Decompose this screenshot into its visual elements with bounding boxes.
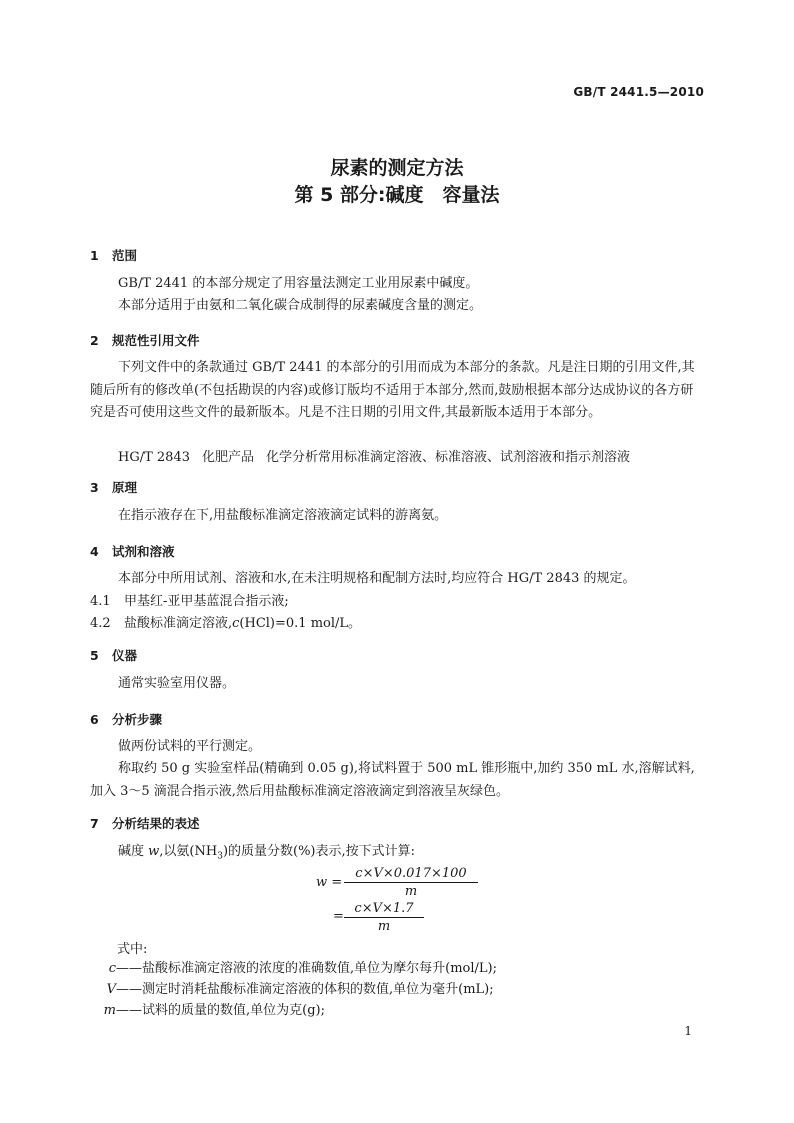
section-6-para-2: 称取约 50 g 实验室样品(精确到 0.05 g),将试料置于 500 mL 锥形瓶中,加约 350 mL 水,溶解试料,加入 3～5 滴混合指示液,然后用盐酸标准滴定溶液滴定到溶液呈灰绿色。	[90, 761, 695, 799]
section-number: 1	[90, 248, 99, 263]
clause-text: 盐酸标准滴定溶液,	[124, 616, 233, 631]
text: 碱度	[118, 844, 149, 859]
clause-number: 4.1	[90, 594, 111, 609]
formula	[0, 866, 794, 936]
symbol-definitions	[82, 958, 497, 1021]
fraction-denominator: m	[377, 919, 391, 934]
formula-fraction-2	[344, 901, 424, 934]
text: ,以氨(NH	[159, 844, 218, 859]
section-number: 7	[90, 816, 99, 831]
section-title: 范围	[112, 248, 138, 263]
text: )的质量分数(%)表示,按下式计算:	[222, 844, 416, 859]
reference-title: 化学分析常用标准滴定溶液、标准溶液、试剂溶液和指示剂溶液	[266, 450, 631, 465]
fraction-bar	[344, 917, 424, 918]
section-4-para-1: 本部分中所用试剂、溶液和水,在未注明规格和配制方法时,均应符合 HG/T 2843 的规定。	[118, 571, 636, 586]
formula-lhs: w =	[316, 875, 343, 890]
section-title: 试剂和溶液	[112, 544, 175, 559]
formula-eq2-lhs: =	[333, 909, 344, 924]
section-3-heading	[90, 478, 137, 496]
section-1-para-2: 本部分适用于由氨和二氧化碳合成制得的尿素碱度含量的测定。	[118, 298, 483, 313]
section-title: 分析步骤	[112, 712, 163, 727]
section-number: 3	[90, 480, 99, 495]
normative-reference	[118, 446, 630, 465]
definition-row	[82, 979, 497, 1000]
fraction-bar	[344, 882, 478, 883]
section-1-heading	[90, 246, 137, 264]
section-3-para-1: 在指示液存在下,用盐酸标准滴定溶液滴定试料的游离氨。	[118, 508, 448, 523]
definition-row	[82, 958, 497, 979]
definition-row	[82, 1000, 497, 1021]
clause-number: 4.2	[90, 616, 111, 631]
section-5-heading	[90, 646, 137, 664]
clause-text-rest: (HCl)=0.1 mol/L。	[239, 616, 362, 631]
page-number: 1	[684, 1024, 692, 1038]
document-title: 尿素的测定方法	[330, 157, 464, 179]
definition-text: ——试料的质量的数值,单位为克(g);	[116, 1003, 325, 1018]
section-5-para-1: 通常实验室用仪器。	[118, 676, 236, 691]
section-title: 规范性引用文件	[112, 333, 200, 348]
reference-category: 化肥产品	[202, 450, 255, 465]
where-label: 式中:	[117, 942, 148, 957]
definition-symbol: m	[103, 1003, 116, 1018]
clause-text: 甲基红-亚甲基蓝混合指示液;	[124, 594, 289, 609]
definition-text: ——测定时消耗盐酸标准滴定溶液的体积的数值,单位为毫升(mL);	[116, 982, 494, 997]
section-1-para-1: GB/T 2441 的本部分规定了用容量法测定工业用尿素中碱度。	[118, 276, 479, 291]
section-6-para-1: 做两份试料的平行测定。	[118, 739, 262, 754]
subscript: 3	[217, 851, 223, 862]
section-title: 分析结果的表述	[112, 816, 200, 831]
standard-number: GB/T 2441.5—2010	[573, 85, 704, 99]
section-number: 4	[90, 544, 99, 559]
definition-symbol: c	[108, 961, 116, 976]
clause-4-2	[90, 612, 361, 631]
definition-text: ——盐酸标准滴定溶液的浓度的准确数值,单位为摩尔每升(mol/L);	[116, 961, 497, 976]
section-number: 6	[90, 712, 99, 727]
clause-4-1	[90, 590, 289, 609]
section-7-heading	[90, 814, 200, 832]
fraction-denominator: m	[404, 884, 418, 899]
section-2-para-1: 下列文件中的条款通过 GB/T 2441 的本部分的引用而成为本部分的条款。凡是注日期的引用文件,其随后所有的修改单(不包括勘误的内容)或修订版均不适用于本部分,然而,鼓励根据本部分达成协议的各方研究是否可使用这些文件的最新版本。凡是不注日期的引用文件,其最新版本适用于本部分。	[90, 360, 695, 420]
section-4-heading	[90, 542, 175, 560]
section-number: 5	[90, 648, 99, 663]
symbol-c: c	[232, 616, 240, 631]
formula-fraction-1	[344, 866, 478, 899]
section-title: 仪器	[112, 648, 138, 663]
fraction-numerator: c×V×0.017×100	[355, 866, 467, 881]
section-6-heading	[90, 710, 162, 728]
document-subtitle: 第 5 部分:碱度 容量法	[294, 184, 500, 206]
fraction-numerator: c×V×1.7	[354, 901, 414, 916]
reference-code: HG/T 2843	[118, 450, 190, 465]
section-number: 2	[90, 333, 99, 348]
definition-symbol: V	[106, 982, 116, 997]
section-title: 原理	[112, 480, 138, 495]
symbol-w: w	[148, 844, 160, 859]
section-2-heading	[90, 331, 200, 349]
section-7-para-1	[90, 841, 706, 868]
